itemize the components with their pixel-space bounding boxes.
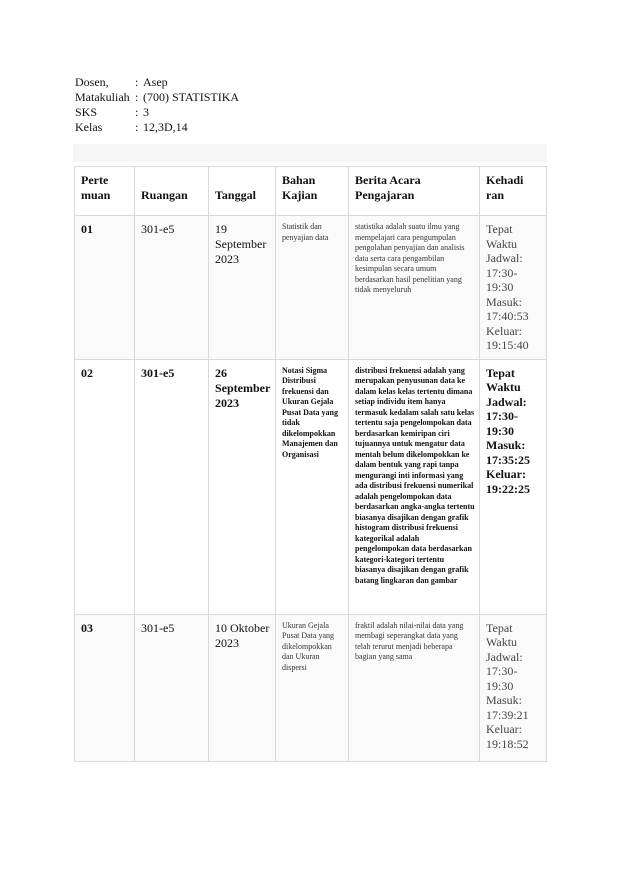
column-header-berita-acara: Berita Acara Pengajaran bbox=[349, 167, 480, 216]
topic-cell: Ukuran Gejala Pusat Data yang dikelompokkan dan Ukuran dispersi bbox=[276, 614, 349, 761]
matakuliah-value: (700) STATISTIKA bbox=[143, 90, 240, 104]
table-header-row bbox=[75, 167, 547, 216]
sks-value: 3 bbox=[143, 105, 149, 119]
room-cell: 301-e5 bbox=[135, 216, 209, 360]
description-cell: statistika adalah suatu ilmu yang mempelajari cara pengumpulan pengolahan penyajian dan analisis data serta cara pengambilan kesimpulan secara umum berdasarkan hasil penelitian yang tidak menyeluruh bbox=[349, 216, 480, 360]
room-cell: 301-e5 bbox=[135, 614, 209, 761]
date-cell: 19 September 2023 bbox=[209, 216, 276, 360]
sks-row bbox=[75, 105, 239, 120]
column-header-kehadiran: Kehadi ran bbox=[480, 167, 547, 216]
meeting-number: 01 bbox=[75, 216, 135, 360]
meeting-number: 02 bbox=[75, 359, 135, 614]
topic-cell: Notasi Sigma Distribusi frekuensi dan Ukuran Gejala Pusat Data yang tidak dikelompokkan Manajemen dan Organisasi bbox=[276, 359, 349, 614]
meeting-number: 03 bbox=[75, 614, 135, 761]
kelas-value: 12,3D,14 bbox=[143, 120, 188, 134]
attendance-cell: Tepat Waktu Jadwal: 17:30-19:30 Masuk: 17:35:25 Keluar: 19:22:25 bbox=[480, 359, 547, 614]
matakuliah-label: Matakuliah bbox=[75, 90, 130, 104]
column-header-tanggal: Tanggal bbox=[209, 167, 276, 216]
column-header-bahan-kajian: Bahan Kajian bbox=[276, 167, 349, 216]
kelas-separator: : bbox=[135, 120, 139, 134]
attendance-cell: Tepat Waktu Jadwal: 17:30-19:30 Masuk: 17:39:21 Keluar: 19:18:52 bbox=[480, 614, 547, 761]
description-cell: distribusi frekuensi adalah yang merupakan penyusunan data ke dalam kelas kelas tertentu dimana setiap individu item hanya termasuk kedalam salah satu kelas tertentu saja pengelompokan data berdasarkan kemiripan ciri tujuannya untuk mengatur data mentah belum dikelompokkan ke dalam bentuk yang rapi tanpa mengurangi inti informasi yang ada distribusi frekuensi numerikal adalah pengelompokan data berdasarkan angka-angka tertentu biasanya disajikan dengan grafik histogram distribusi frekuensi kategorikal adalah pengelompokan data berdasarkan kategori-kategori tertentu biasanya disajikan dengan grafik batang lingkaran dan gambar bbox=[349, 359, 480, 614]
attendance-cell: Tepat Waktu Jadwal: 17:30-19:30 Masuk: 17:40:53 Keluar: 19:15:40 bbox=[480, 216, 547, 360]
table-row bbox=[75, 614, 547, 761]
dosen-label: Dosen, bbox=[75, 75, 109, 89]
table-row bbox=[75, 359, 547, 614]
course-info bbox=[75, 75, 239, 135]
column-header-pertemuan: Perte muan bbox=[75, 167, 135, 216]
date-cell: 26 September 2023 bbox=[209, 359, 276, 614]
topic-cell: Statistik dan penyajian data bbox=[276, 216, 349, 360]
matakuliah-separator: : bbox=[135, 90, 139, 104]
sks-label: SKS bbox=[75, 105, 98, 119]
lecture-schedule-table bbox=[74, 166, 547, 762]
sks-separator: : bbox=[135, 105, 139, 119]
room-cell: 301-e5 bbox=[135, 359, 209, 614]
kelas-label: Kelas bbox=[75, 120, 103, 134]
dosen-row bbox=[75, 75, 239, 90]
description-cell: fraktil adalah nilai-nilai data yang membagi seperangkat data yang telah terurut menjadi beberapa bagian yang sama bbox=[349, 614, 480, 761]
dosen-value: Asep bbox=[143, 75, 168, 89]
table-row bbox=[75, 216, 547, 360]
kelas-row bbox=[75, 120, 239, 135]
dosen-separator: : bbox=[135, 75, 139, 89]
date-cell: 10 Oktober 2023 bbox=[209, 614, 276, 761]
matakuliah-row bbox=[75, 90, 239, 105]
column-header-ruangan: Ruangan bbox=[135, 167, 209, 216]
table-top-band bbox=[73, 144, 547, 162]
